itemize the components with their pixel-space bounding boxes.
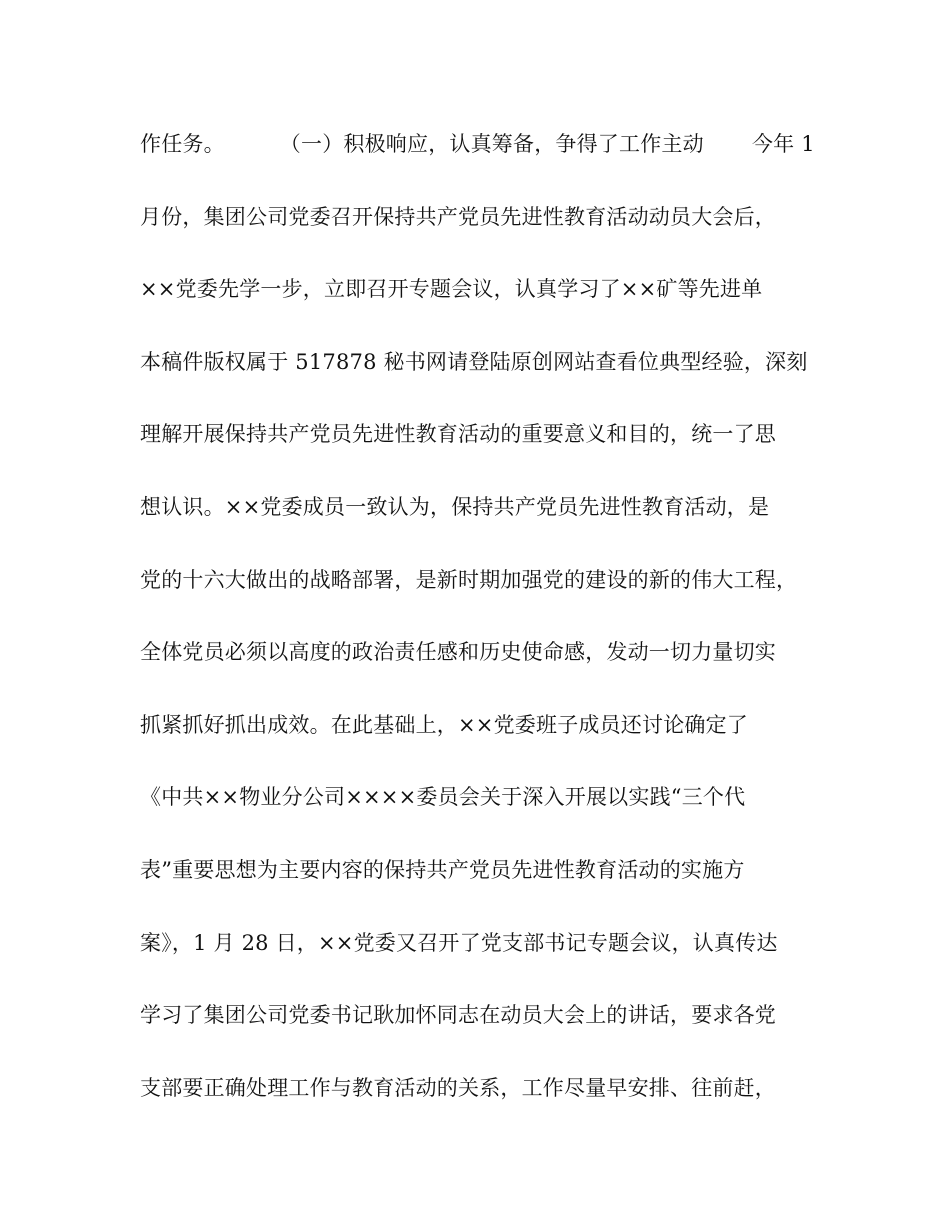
text-line-10-content: 《中共××物业分公司××××委员会关于深入开展以实践“三个代: [140, 785, 746, 810]
text-line-3-content: ××党委先学一步，立即召开专题会议，认真学习了××矿等先进单: [140, 277, 763, 302]
text-line-8: [140, 630, 820, 703]
text-line-13-content: 学习了集团公司党委书记耿加怀同志在动员大会上的讲话，要求各党: [140, 1003, 776, 1028]
text-line-5: [140, 412, 820, 485]
text-line-1-content: 作任务。 （一）积极响应，认真筹备，争得了工作主动 今年 1: [140, 132, 815, 156]
text-line-7-content: 党的十六大做出的战略部署，是新时期加强党的建设的新的伟大工程，: [140, 567, 798, 592]
text-line-11-content: 表”重要思想为主要内容的保持共产党员先进性教育活动的实施方: [140, 857, 745, 882]
text-line-14-content: 支部要正确处理工作与教育活动的关系，工作尽量早安排、往前赶，: [140, 1075, 776, 1100]
text-line-2-content: 月份，集团公司党委召开保持共产党员先进性教育活动动员大会后，: [140, 204, 776, 229]
text-line-3: [140, 267, 820, 340]
text-line-2: [140, 195, 820, 268]
text-line-4-content: 本稿件版权属于 517878 秘书网请登陆原创网站查看位典型经验，深刻: [140, 349, 808, 374]
text-line-8-content: 全体党员必须以高度的政治责任感和历史使命感，发动一切力量切实: [140, 640, 776, 665]
text-line-6-content: 想认识。××党委成员一致认为，保持共产党员先进性教育活动，是: [140, 494, 770, 519]
text-line-7: [140, 558, 820, 631]
text-line-10: [140, 775, 820, 848]
text-line-11: [140, 848, 820, 921]
text-line-1: [140, 122, 820, 195]
text-line-14: [140, 1066, 820, 1139]
text-line-4: [140, 340, 820, 413]
text-line-12: [140, 921, 820, 994]
body-text: [140, 122, 820, 1138]
text-line-9-content: 抓紧抓好抓出成效。在此基础上，××党委班子成员还讨论确定了: [140, 712, 748, 737]
text-line-5-content: 理解开展保持共产党员先进性教育活动的重要意义和目的，统一了思: [140, 422, 776, 447]
text-line-13: [140, 993, 820, 1066]
text-line-6: [140, 485, 820, 558]
text-line-12-content: 案》，1 月 28 日，××党委又召开了党支部书记专题会议，认真传达: [140, 930, 778, 955]
text-line-9: [140, 703, 820, 776]
